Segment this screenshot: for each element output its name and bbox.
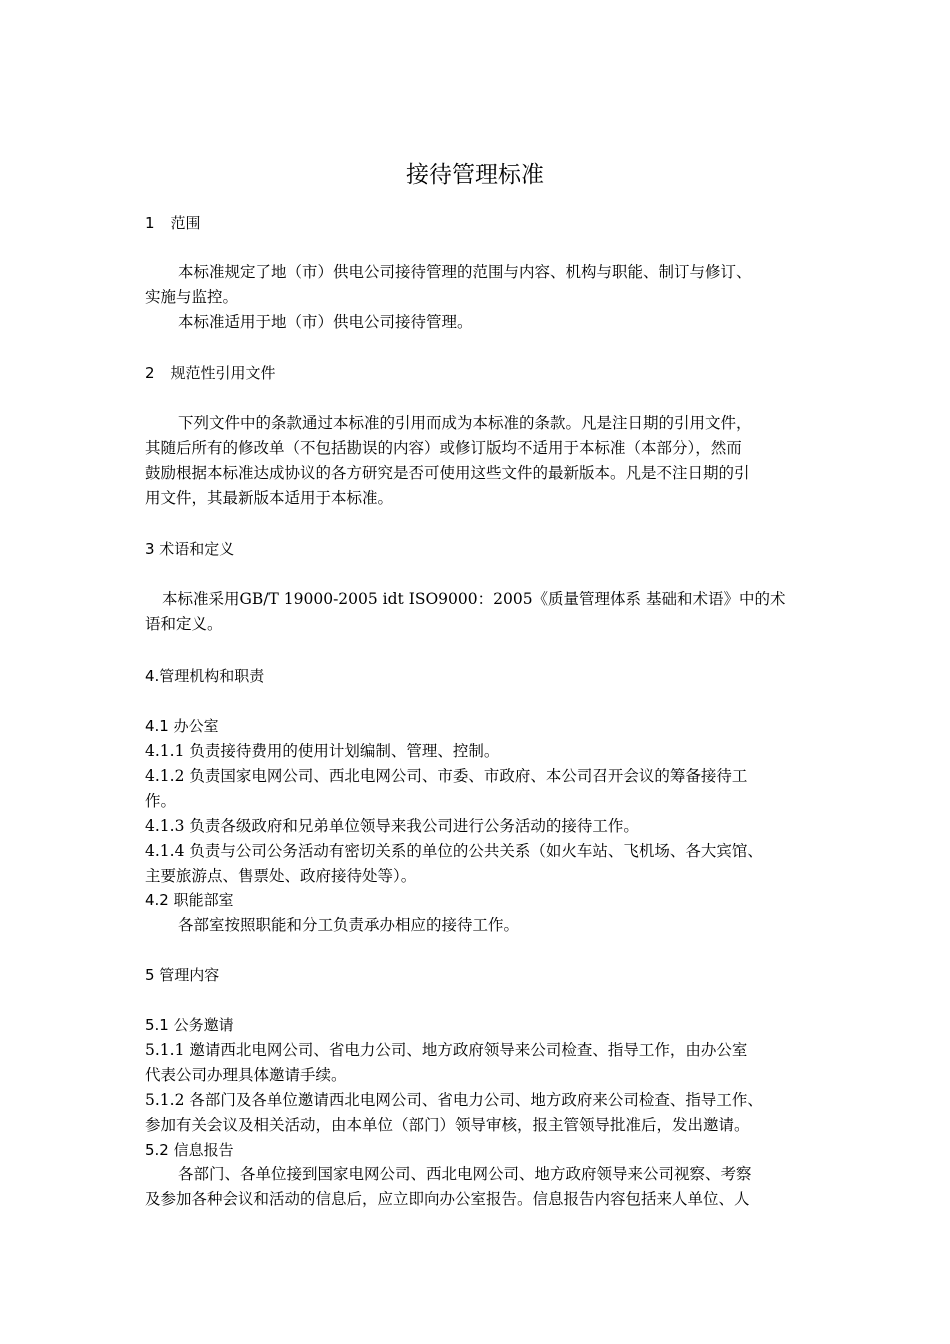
section-2-title: 规范性引用文件 — [170, 364, 276, 382]
paragraph-line: 各部室按照职能和分工负责承办相应的接待工作。 — [178, 916, 520, 934]
clause-5-1-2: 5.1.2 各部门及各单位邀请西北电网公司、省电力公司、地方政府来公司检查、指导工作、 — [145, 1091, 763, 1109]
clause-4-1-4: 4.1.4 负责与公司公务活动有密切关系的单位的公共关系（如火车站、飞机场、各大宾馆、 — [145, 842, 763, 860]
paragraph-line: 本标准适用于地（市）供电公司接待管理。 — [178, 313, 473, 331]
clause-5-1-2-cont: 参加有关会议及相关活动，由本单位（部门）领导审核，报主管领导批准后，发出邀请。 — [145, 1116, 750, 1134]
clause-4-1-3: 4.1.3 负责各级政府和兄弟单位领导来我公司进行公务活动的接待工作。 — [145, 817, 639, 835]
paragraph-line: 各部门、各单位接到国家电网公司、西北电网公司、地方政府领导来公司视察、考察 — [178, 1165, 752, 1183]
paragraph-line: 本标准规定了地（市）供电公司接待管理的范围与内容、机构与职能、制订与修订、 — [178, 263, 752, 281]
section-2-number: 2 — [145, 364, 155, 382]
subsection-4-1-heading: 4.1 办公室 — [145, 717, 219, 735]
paragraph-line: 及参加各种会议和活动的信息后，应立即向办公室报告。信息报告内容包括来人单位、人 — [145, 1190, 750, 1208]
subsection-4-2-heading: 4.2 职能部室 — [145, 891, 234, 909]
section-2-heading — [145, 362, 825, 384]
section-5-heading: 5 管理内容 — [145, 966, 220, 984]
paragraph-line: 实施与监控。 — [145, 288, 239, 306]
paragraph-line: 语和定义。 — [145, 615, 223, 633]
section-1-heading — [145, 212, 825, 234]
document-title: 接待管理标准 — [406, 162, 544, 188]
subsection-5-1-heading: 5.1 公务邀请 — [145, 1016, 234, 1034]
clause-5-1-1-cont: 代表公司办理具体邀请手续。 — [145, 1066, 347, 1084]
clause-5-1-1: 5.1.1 邀请西北电网公司、省电力公司、地方政府领导来公司检查、指导工作，由办公室 — [145, 1041, 748, 1059]
subsection-5-2-heading: 5.2 信息报告 — [145, 1141, 234, 1159]
paragraph-line: 鼓励根据本标准达成协议的各方研究是否可使用这些文件的最新版本。凡是不注日期的引 — [145, 464, 750, 482]
section-1-number: 1 — [145, 214, 155, 232]
section-3-heading: 3 术语和定义 — [145, 540, 235, 558]
clause-4-1-2-cont: 作。 — [145, 792, 177, 810]
paragraph-line: 本标准采用GB/T 19000-2005 idt ISO9000：2005《质量管理体系 基础和术语》中的术 — [162, 590, 786, 608]
clause-4-1-4-cont: 主要旅游点、售票处、政府接待处等）。 — [145, 867, 417, 885]
paragraph-line: 其随后所有的修改单（不包括勘误的内容）或修订版均不适用于本标准（本部分），然而 — [145, 439, 742, 457]
paragraph-line: 下列文件中的条款通过本标准的引用而成为本标准的条款。凡是注日期的引用文件， — [178, 414, 752, 432]
clause-4-1-1: 4.1.1 负责接待费用的使用计划编制、管理、控制。 — [145, 742, 500, 760]
section-1-title: 范围 — [170, 214, 201, 232]
paragraph-line: 用文件，其最新版本适用于本标准。 — [145, 489, 394, 507]
section-4-heading: 4.管理机构和职责 — [145, 667, 265, 685]
clause-4-1-2: 4.1.2 负责国家电网公司、西北电网公司、市委、市政府、本公司召开会议的筹备接待工 — [145, 767, 748, 785]
